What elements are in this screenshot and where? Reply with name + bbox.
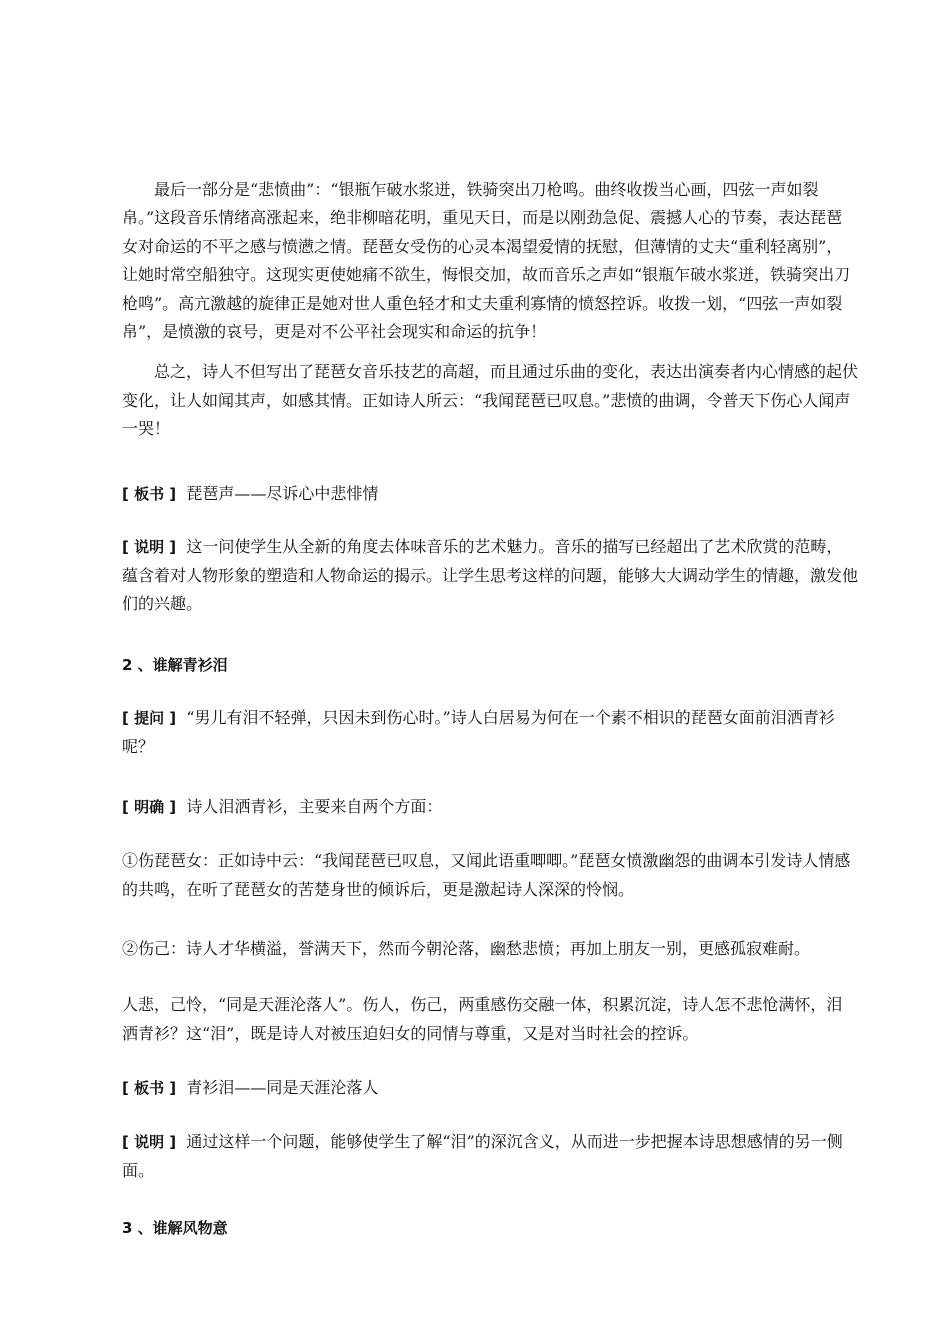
question-text: “男儿有泪不轻弹，只因未到伤心时。”诗人白居易为何在一个素不相识的琵琶女面前泪洒青衫呢？	[122, 708, 835, 756]
paragraph-tears	[122, 991, 858, 1048]
tag-blackboard: [ 板书 ]	[122, 1079, 177, 1097]
blackboard-text: 青衫泪——同是天涯沦落人	[186, 1078, 379, 1097]
question	[122, 704, 858, 761]
section-heading-2	[122, 651, 854, 680]
blackboard-text: 琵琶声——尽诉心中悲悱情	[186, 484, 379, 503]
blackboard-note-1	[122, 480, 854, 509]
tag-explanation: [ 说明 ]	[122, 538, 177, 556]
section-heading-3	[122, 1214, 854, 1243]
point-one	[122, 847, 858, 904]
blackboard-note-2	[122, 1074, 854, 1103]
tag-explanation: [ 说明 ]	[122, 1133, 177, 1151]
paragraph-text: 人悲，己怜，“同是天涯沦落人”。伤人，伤己，两重感伤交融一体，积累沉淀，诗人怎不悲怆满怀，泪洒青衫？这“泪”，既是诗人对被压迫妇女的同情与尊重，又是对当时社会的控诉。	[122, 995, 843, 1043]
tag-clarify: [ 明确 ]	[122, 798, 177, 816]
explanation-text: 通过这样一个问题，能够使学生了解“泪”的深沉含义，从而进一步把握本诗思想感情的另一侧面。	[122, 1132, 843, 1180]
explanation-text: 这一问使学生从全新的角度去体味音乐的艺术魅力。音乐的描写已经超出了艺术欣赏的范畴，蕴含着对人物形象的塑造和人物命运的揭示。让学生思考这样的问题，能够大大调动学生的情趣，激发他们的兴趣。	[122, 537, 859, 613]
explanation-2	[122, 1128, 858, 1185]
paragraph-text: ②伤己：诗人才华横溢，誉满天下，然而今朝沦落，幽愁悲愤；再加上朋友一别，更感孤寂难耐。	[122, 939, 811, 958]
point-two	[122, 935, 858, 964]
tag-blackboard: [ 板书 ]	[122, 485, 177, 503]
clarify-text: 诗人泪洒青衫，主要来自两个方面：	[186, 797, 443, 816]
paragraph-text: 总之，诗人不但写出了琵琶女音乐技艺的高超，而且通过乐曲的变化，表达出演奏者内心情感的起伏变化，让人如闻其声，如感其情。正如诗人所云：“我闻琵琶已叹息。”悲愤的曲调，令普天下伤心人闻声一哭！	[122, 362, 859, 438]
paragraph-sorrow-music	[122, 147, 858, 347]
heading-text: 2 、谁解青衫泪	[122, 656, 228, 674]
heading-text: 3 、谁解风物意	[122, 1219, 228, 1237]
tag-question: [ 提问 ]	[122, 709, 177, 727]
paragraph-text: ①伤琵琶女：正如诗中云：“我闻琵琶已叹息，又闻此语重唧唧。”琵琶女愤激幽怨的曲调本引发诗人情感的共鸣，在听了琵琶女的苦楚身世的倾诉后，更是激起诗人深深的怜悯。	[122, 851, 851, 899]
paragraph-summary	[122, 358, 858, 444]
clarification	[122, 793, 854, 822]
explanation-1	[122, 533, 858, 619]
paragraph-text: 最后一部分是“悲愤曲”：“银瓶乍破水浆迸，铁骑突出刀枪鸣。曲终收拨当心画，四弦一声如裂帛。”这段音乐情绪高涨起来，绝非柳暗花明，重见天日，而是以刚劲急促、震撼人心的节奏，表达琵琶女对命运的不平之感与愤懑之情。琵琶女受伤的心灵本渴望爱情的抚慰，但薄情的丈夫“重利轻离别”，让她时常空船独守。这现实更使她痛不欲生，悔恨交加，故而音乐之声如“银瓶乍破水浆迸，铁骑突出刀枪鸣”。高亢激越的旋律正是她对世人重色轻才和丈夫重利寡情的愤怒控诉。收拨一划，“四弦一声如裂帛”，是愤激的哀号，更是对不公平社会现实和命运的抗争！	[122, 179, 851, 341]
